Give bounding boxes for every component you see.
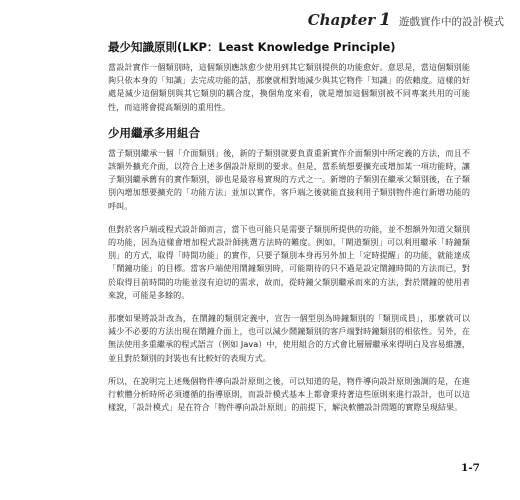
paragraph-composition-1: 當子類別繼承一個「介面類別」後，新的子類別就要負責重新實作介面類別中所定義的方法，而且不該額外擴充介面，以符合上述多個設計原則的要求。但是，當系統想要擴充或增加某一項功能時，讓子類別繼承舊有的實作類別，卻也是最容易實現的方式之一。新增的子類別在繼承父類別後，在子類別內增加想要擴充的「功能方法」並加以實作，客戶端之後就能直接利用子類別物件進行新增功能的呼叫。 — [108, 147, 470, 211]
chapter-number: 1 — [379, 10, 391, 30]
page-header — [308, 10, 504, 30]
paragraph-composition-4: 所以，在說明完上述幾個物件導向設計原則之後，可以知道的是，物件導向設計原則強調的是，在進行軟體分析時所必須遵循的指導原則，而設計模式基本上都會秉持著這些原則來進行設計，也可以這樣說，「設計模式」是在符合「物件導向設計原則」的前提下，解決軟體設計問題的實際呈現結果。 — [108, 375, 470, 413]
page-content — [108, 40, 470, 414]
paragraph-composition-2: 但對於客戶端或程式設計師而言，當下也可能只是需要子類別所提供的功能，並不想額外知道父類別的功能，因為這樣會增加程式設計師挑選方法時的難度。例如，「閘道類別」可以利用繼承「時鐘類別」的方式，取得「時間功能」的實作，只要子類別本身再另外加上「定時提醒」的功能，就能達成「鬧鐘功能」的目標。當客戶端使用鬧鐘類別時，可能期待的只不過是設定鬧鐘時間的方法而已，對於取得目前時間的功能並沒有迫切的需求，故而，從時鐘父類別繼承而來的方法，對於鬧鐘的使用者來說，可能是多餘的。 — [108, 223, 470, 300]
chapter-label: Chapter — [307, 11, 376, 29]
paragraph-composition-3: 那麼如果將設計改為，在鬧鐘的類別定義中，宣告一個型別為時鐘類別的「類別成員」，那麼就可以減少不必要的方法出現在鬧鐘介面上，也可以減少鬧鐘類別的客戶端對時鐘類別的相依性。另外，在無法使用多重繼承的程式語言（例如 Java）中，使用組合的方式會比層層繼承來得明白及容易維護，並且對於類別的封裝也有比較好的表現方式。 — [108, 313, 470, 363]
page-number: 1-7 — [461, 462, 480, 474]
paragraph-lkp: 當設計實作一個類別時，這個類別應該愈少使用到其它類別提供的功能愈好。意思是，當這個類別能夠只依本身的「知識」去完成功能的話，那麼就相對地減少與其它物件「知識」的依賴度。這樣的好處是減少這個類別與其它類別的耦合度，換個角度來看，就是增加這個類別被不同專案共用的可能性，而這將會提高類別的重用性。 — [108, 62, 470, 112]
chapter-title: 遊戲實作中的設計模式 — [399, 16, 504, 28]
section-heading-lkp: 最少知識原則(LKP：Least Knowledge Principle) — [108, 40, 396, 54]
section-heading-composition: 少用繼承多用組合 — [108, 125, 200, 140]
